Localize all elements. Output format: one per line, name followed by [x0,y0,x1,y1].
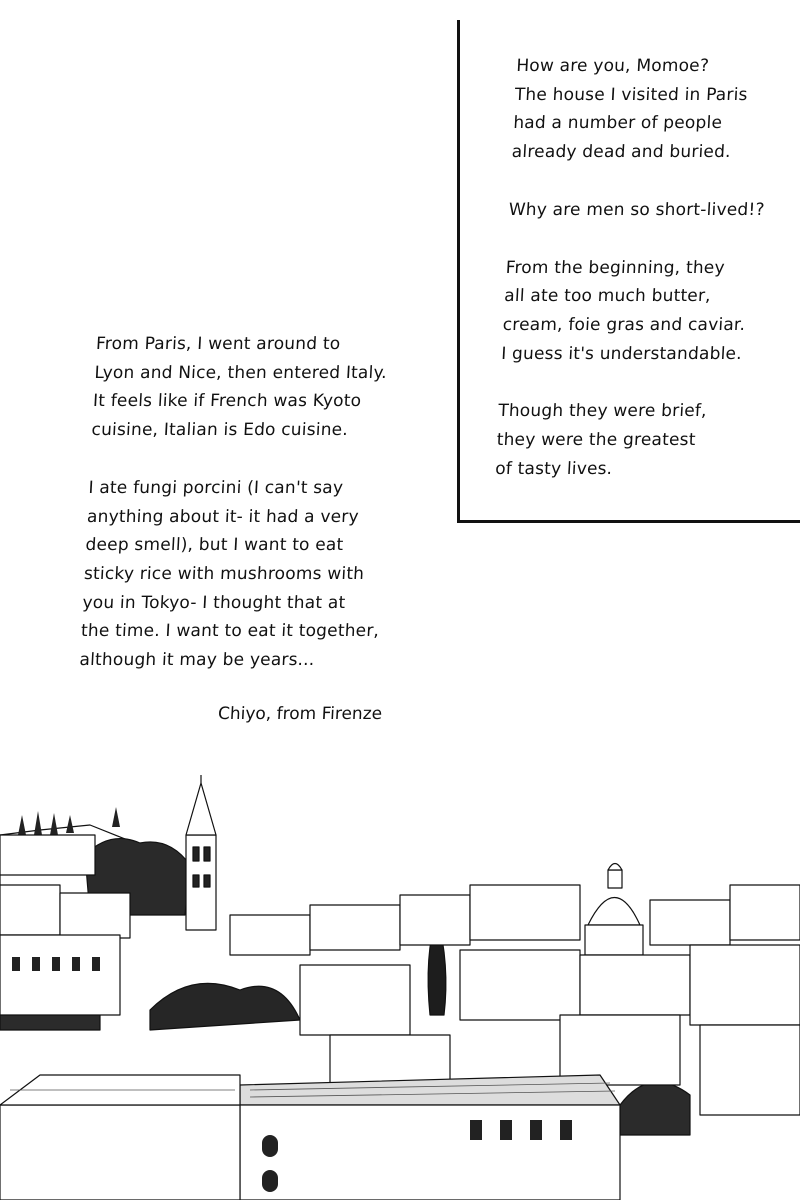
text-line: of tasty lives. [494,458,613,479]
left-letter-text [77,330,437,704]
text-line: I ate fungi porcini (I can't say [87,477,344,498]
text-line: anything about it- it had a very [86,506,360,527]
paragraph [79,474,430,675]
text-line: they were the greatest [496,430,697,451]
text-line: all ate too much butter, [503,286,712,307]
text-line: cuisine, Italian is Edo cuisine. [91,420,349,441]
florence-cityscape-illustration [0,775,800,1200]
text-line: sticky rice with mushrooms with [83,563,365,584]
text-line: From Paris, I went around to [95,334,341,354]
text-line: How are you, Momoe? [515,56,710,76]
paragraph [91,330,437,445]
text-line: Though they were brief, [497,401,708,422]
paragraph [511,52,797,167]
text-line: deep smell), but I want to eat [84,535,344,556]
text-line: The house I visited in Paris [514,84,749,105]
text-line: you in Tokyo- I thought that at [81,592,346,613]
right-letter-text [493,52,797,512]
paragraph [508,196,790,225]
text-line: Why are men so short-lived!? [508,199,766,220]
text-line: It feels like if French was Kyoto [92,391,362,412]
text-line: already dead and buried. [511,142,732,163]
text-line: had a number of people [512,113,723,134]
text-line: although it may be years... [78,650,316,671]
signature: Chiyo, from Firenze [217,704,383,724]
text-line: the time. I want to eat it together, [80,621,380,642]
text-line: cream, foie gras and caviar. [502,314,746,335]
paragraph [494,397,779,483]
text-line: Lyon and Nice, then entered Italy. [94,362,388,383]
paragraph [500,254,786,369]
text-line: I guess it's understandable. [500,343,743,364]
text-line: From the beginning, they [505,257,726,278]
